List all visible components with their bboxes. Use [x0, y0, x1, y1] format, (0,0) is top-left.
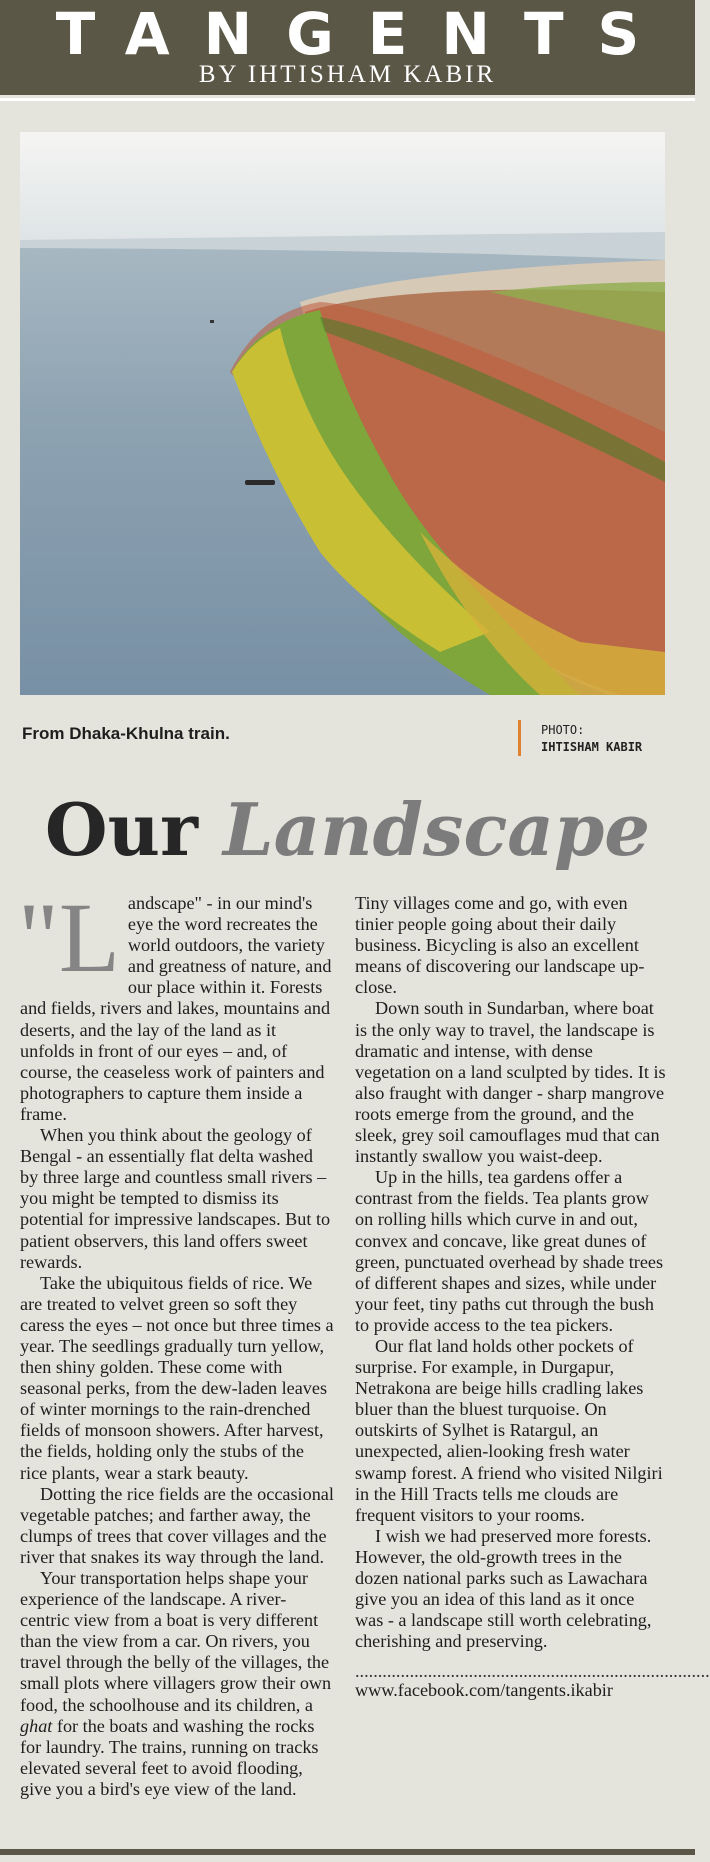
- headline-word-landscape: Landscape: [222, 787, 651, 872]
- credit-label: PHOTO:: [541, 723, 585, 737]
- paragraph-6: Down south in Sundarban, where boat is the only way to travel, the landscape is dramatic and intense, with dense vegetation on a land sculpted by tides. It is also fraught with danger - sharp mangrove roots emerge from the ground, and the sleek, grey soil camouflages mud that can instantly swallow you waist-deep.: [355, 998, 666, 1167]
- article-column-2: [355, 893, 710, 1701]
- photo-credit: [541, 722, 642, 756]
- paragraph-5: Your transportation helps shape your experience of the landscape. A river-centric view from a boat is very different than the view from a car. On rivers, you travel through the belly of the villages, the small plots where villagers grow their own food, the schoolhouse and its children, a ghat for the boats and washing the rocks for laundry. The trains, running on tracks elevated several feet to avoid flooding, give you a bird's eye view of the land.: [20, 1568, 332, 1799]
- divider: [0, 98, 695, 101]
- paragraph-8: Our flat land holds other pockets of surprise. For example, in Durgapur, Netrakona are beige hills cradling lakes bluer than the bluest turquoise. On outskirts of Sylhet is Ratargul, an unexpected, alien-looking fresh water swamp forest. A friend who visited Nilgiri in the Hill Tracts tells me clouds are frequent visitors to your rooms.: [355, 1335, 663, 1525]
- dotted-separator: ..............................................................................: [355, 1661, 710, 1682]
- headline-word-our: Our: [44, 787, 198, 872]
- drop-cap: "L: [18, 882, 120, 993]
- masthead-byline: BY IHTISHAM KABIR: [198, 61, 497, 88]
- landscape-photo: [20, 132, 665, 695]
- paragraph-7: Up in the hills, tea gardens offer a contrast from the fields. Tea plants grow on rolling hills which curve in and out, convex and concave, like great dunes of green, punctuated overhead by shade trees of different shapes and sizes, while under your feet, tiny paths cut through the bush to provide access to the tea pickers.: [355, 1167, 664, 1335]
- aerial-river-image: [20, 132, 665, 695]
- credit-name: IHTISHAM KABIR: [541, 740, 643, 754]
- paragraph-2: When you think about the geology of Bengal - an essentially flat delta washed by three large and countless small rivers – you might be tempted to dismiss its potential for impressive landscapes. But to patient observers, this land offers sweet rewards.: [20, 1125, 331, 1272]
- article-headline: [0, 787, 695, 873]
- paragraph-4: Dotting the rice fields are the occasional vegetable patches; and farther away, the clumps of trees that cover villages and the river that snakes its way through the land.: [20, 1483, 334, 1567]
- photo-caption: From Dhaka-Khulna train.: [22, 724, 230, 743]
- paragraph-5-continued: Tiny villages come and go, with even tinier people going about their daily business. Bicycling is also an excellent means of discovering our landscape up-close.: [355, 893, 645, 998]
- facebook-link[interactable]: www.facebook.com/tangents.ikabir: [355, 1680, 613, 1701]
- masthead: [0, 0, 695, 95]
- article-column-1: [18, 882, 334, 1800]
- bottom-rule: [0, 1849, 695, 1855]
- masthead-title: TANGENTS: [55, 0, 674, 68]
- credit-accent-bar: [518, 720, 521, 756]
- paragraph-3: Take the ubiquitous fields of rice. We are treated to velvet green so soft they caress the eyes – not once but three times a year. The seedlings gradually turn yellow, then shiny golden. These come with seasonal perks, from the dew-laden leaves of winter mornings to the rain-drenched fields of monsoon showers. After harvest, the fields, holding only the stubs of the rice plants, wear a stark beauty.: [20, 1272, 334, 1483]
- paragraph-9: I wish we had preserved more forests. However, the old-growth trees in the dozen national parks such as Lawachara give you an idea of this land as it once was - a landscape still worth celebrating, cherishing and preserving.: [355, 1525, 652, 1652]
- paragraph-1: "Landscape" - in our mind's eye the word recreates the world outdoors, the variety and greatness of nature, and our place within it. Forests and fields, rivers and lakes, mountains and deserts, and the lay of the land as it unfolds in front of our eyes – and, of course, the ceaseless work of painters and photographers to capture them inside a frame.: [18, 882, 332, 1124]
- ghat-italic: ghat: [20, 1715, 53, 1736]
